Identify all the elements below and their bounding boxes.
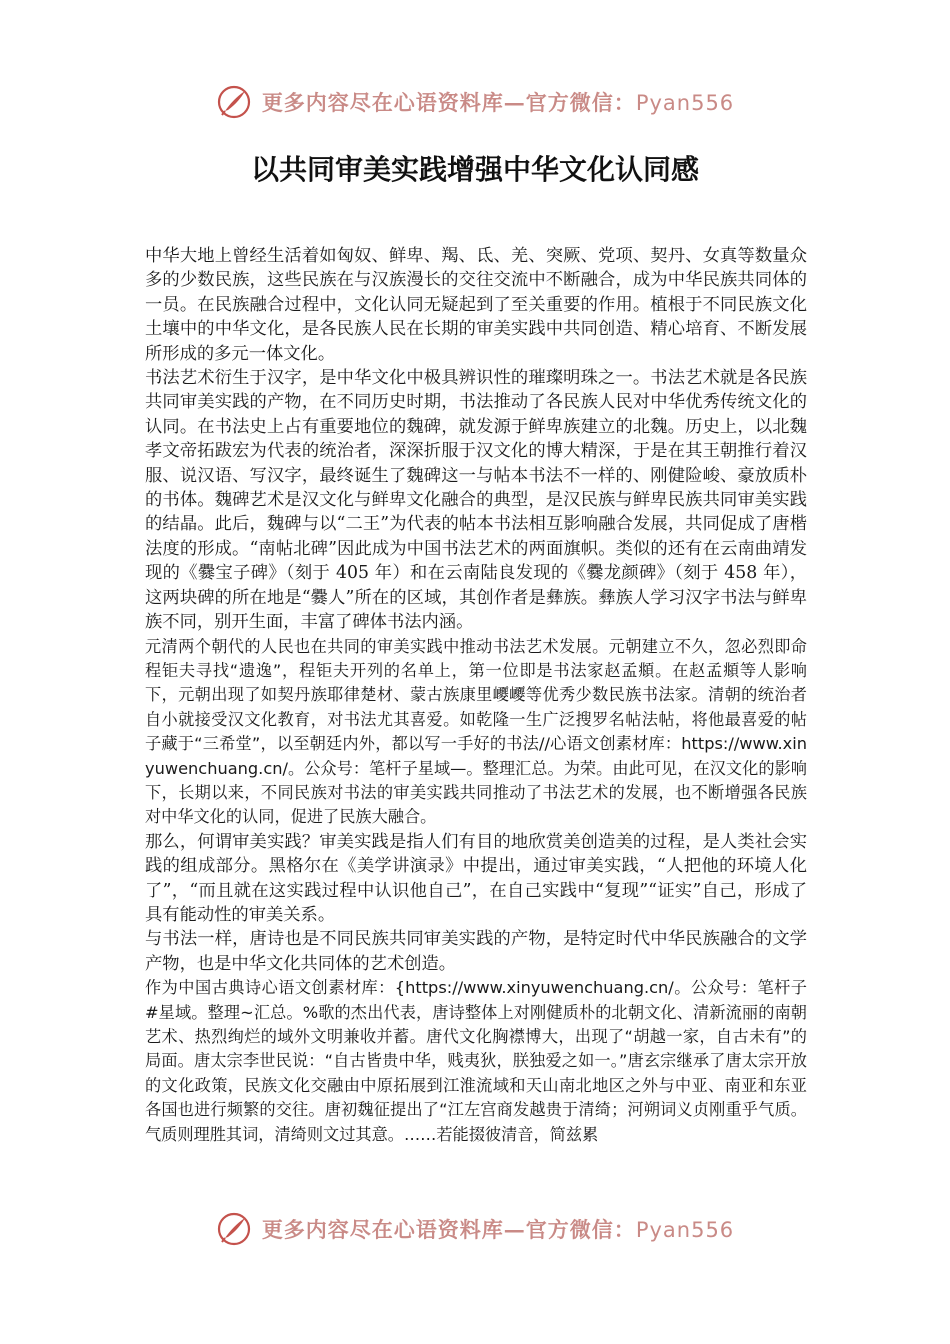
watermark-label: 更多内容尽在心语资料库—官方微信： (261, 1217, 636, 1242)
quill-logo-icon (216, 1211, 252, 1247)
header-watermark (0, 82, 950, 122)
paragraph-2: 书法艺术衍生于汉字，是中华文化中极具辨识性的璀璨明珠之一。书法艺术就是各民族共同审美实践的产物，在不同历史时期，书法推动了各民族人民对中华优秀传统文化的认同。在书法史上占有重要地位的魏碑，就发源于鲜卑族建立的北魏。历史上，以北魏孝文帝拓跋宏为代表的统治者，深深折服于汉文化的博大精深，于是在其王朝推行着汉服、说汉语、写汉字，最终诞生了魏碑这一与帖本书法不一样的、刚健险峻、豪放质朴的书体。魏碑艺术是汉文化与鲜卑文化融合的典型，是汉民族与鲜卑民族共同审美实践的结晶。此后，魏碑与以“二王”为代表的帖本书法相互影响融合发展，共同促成了唐楷法度的形成。“南帖北碑”因此成为中国书法艺术的两面旗帜。类似的还有在云南曲靖发现的《爨宝子碑》（刻于 405 年）和在云南陆良发现的《爨龙颜碑》（刻于 458 年），这两块碑的所在地是“爨人”所在的区域，其创作者是彝族。彝族人学习汉字书法与鲜卑族不同，别开生面，丰富了碑体书法内涵。 (145, 368, 807, 633)
quill-logo-icon (216, 84, 252, 120)
paragraph-5: 与书法一样，唐诗也是不同民族共同审美实践的产物，是特定时代中华民族融合的文学产物，也是中华文化共同体的艺术创造。 (145, 929, 807, 974)
paragraph-4: 那么，何谓审美实践？审美实践是指人们有目的地欣赏美创造美的过程，是人类社会实践的组成部分。黑格尔在《美学讲演录》中提出，通过审美实践，“人把他的环境人化了”，“而且就在这实践过程中认识他自己”，在自己实践中“复现”“证实”自己，形成了具有能动性的审美关系。 (145, 831, 807, 925)
watermark-text (262, 87, 734, 117)
paragraph-6: 作为中国古典诗心语文创素材库：{https://www.xinyuwenchuang.cn/。公众号：笔杆子#星域。整理~汇总。%歌的杰出代表，唐诗整体上对刚健质朴的北朝文化、清新流丽的南朝艺术、热烈绚烂的域外文明兼收并蓄。唐代文化胸襟博大，出现了“胡越一家，自古未有”的局面。唐太宗李世民说：“自古皆贵中华，贱夷狄，朕独爱之如一。”唐玄宗继承了唐太宗开放的文化政策，民族文化交融由中原拓展到江淮流域和天山南北地区之外与中亚、南亚和东亚各国也进行频繁的交往。唐初魏征提出了“江左宫商发越贵于清绮；河朔词义贞刚重乎气质。气质则理胜其词，清绮则文过其意。……若能掇彼清音，简兹累 (145, 978, 807, 1144)
paragraph-3: 元清两个朝代的人民也在共同的审美实践中推动书法艺术发展。元朝建立不久，忽必烈即命程钜夫寻找“遗逸”，程钜夫开列的名单上，第一位即是书法家赵孟頫。在赵孟頫等人影响下，元朝出现了如契丹族耶律楚材、蒙古族康里巎巎等优秀少数民族书法家。清朝的统治者自小就接受汉文化教育，对书法尤其喜爱。如乾隆一生广泛搜罗名帖法帖，将他最喜爱的帖子藏于“三希堂”，以至朝廷内外，都以写一手好的书法//心语文创素材库：https://www.xinyuwenchuang.cn/。公众号：笔杆子星域—。整理汇总。为荣。由此可见，在汉文化的影响下，长期以来，不同民族对书法的审美实践共同推动了书法艺术的发展，也不断增强各民族对中华文化的认同，促进了民族大融合。 (145, 636, 807, 827)
page-title: 以共同审美实践增强中华文化认同感 (250, 153, 699, 186)
watermark-handle: Pyan556 (635, 91, 735, 115)
footer-watermark (0, 1209, 950, 1249)
article-body (145, 244, 807, 1147)
watermark-label: 更多内容尽在心语资料库—官方微信： (261, 90, 636, 115)
watermark-text (262, 1214, 734, 1244)
paragraph-1: 中华大地上曾经生活着如匈奴、鲜卑、羯、氐、羌、突厥、党项、契丹、女真等数量众多的少数民族，这些民族在与汉族漫长的交往交流中不断融合，成为中华民族共同体的一员。在民族融合过程中，文化认同无疑起到了至关重要的作用。植根于不同民族文化土壤中的中华文化，是各民族人民在长期的审美实践中共同创造、精心培育、不断发展所形成的多元一体文化。 (145, 246, 807, 364)
watermark-handle: Pyan556 (635, 1218, 735, 1242)
